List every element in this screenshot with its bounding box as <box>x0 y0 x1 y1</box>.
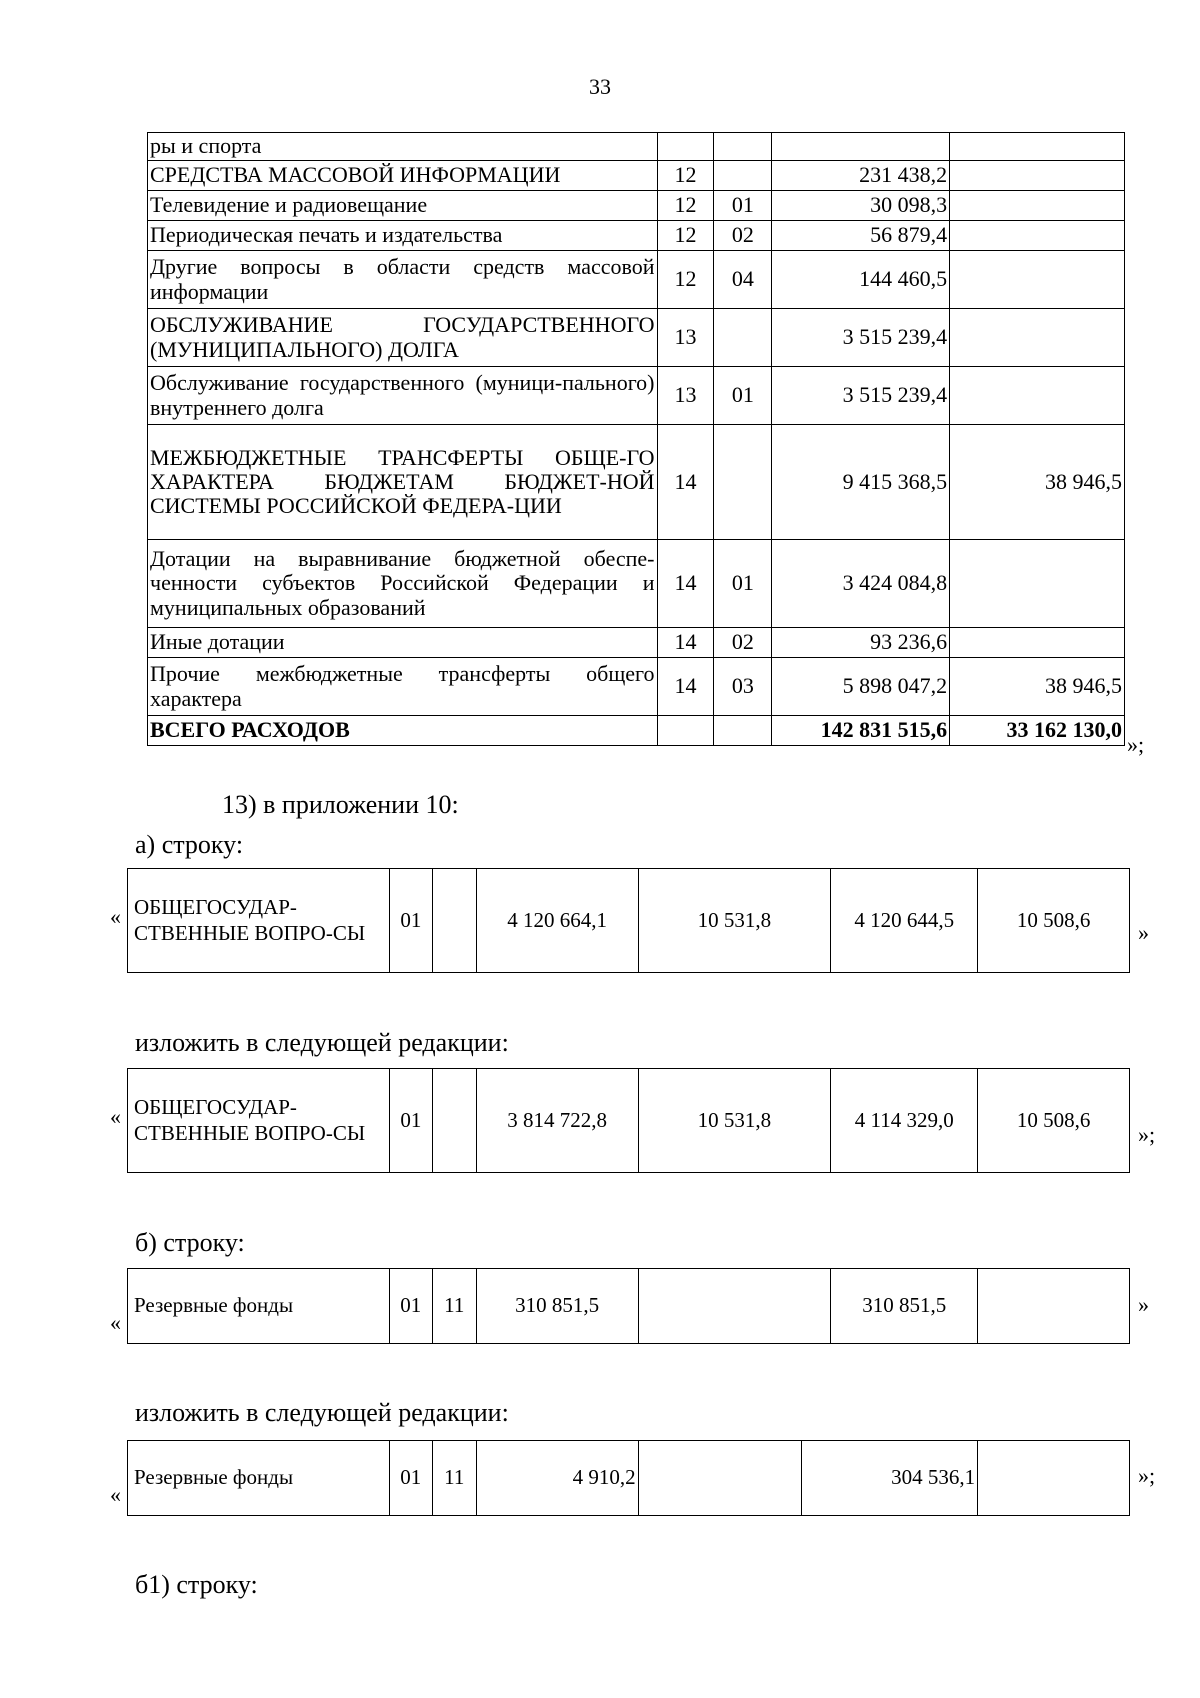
row-section-code: 12 <box>657 221 714 251</box>
row-section-code: 12 <box>657 161 714 191</box>
row-value-1: 4 910,2 <box>476 1441 638 1516</box>
row-section-code: 14 <box>657 425 714 540</box>
row-name: ОБЩЕГОСУДАР-СТВЕННЫЕ ВОПРО-СЫ <box>128 869 390 973</box>
row-amount-extra: 38 946,5 <box>950 658 1125 716</box>
row-section-code: 12 <box>657 251 714 309</box>
row-subsection-code <box>714 161 772 191</box>
row-amount-extra <box>950 221 1125 251</box>
row-name: Прочие межбюджетные трансферты общего характера <box>148 658 658 716</box>
row-section-code: 13 <box>657 309 714 367</box>
open-quote: « <box>110 904 121 929</box>
table-row <box>148 425 1125 540</box>
row-section-code: 12 <box>657 191 714 221</box>
row-pr: 11 <box>432 1441 476 1516</box>
table-row <box>148 309 1125 367</box>
row-a-new-table <box>127 1068 1130 1173</box>
row-rz: 01 <box>389 869 432 973</box>
close-quote-semicolon: »; <box>1138 1122 1156 1147</box>
row-rz: 01 <box>389 1269 432 1344</box>
row-name: Резервные фонды <box>128 1269 390 1344</box>
replace-text-2: изложить в следующей редакции: <box>135 1398 509 1427</box>
row-a-old-table <box>127 868 1130 973</box>
row-amount-extra <box>950 251 1125 309</box>
row-subsection-code <box>714 425 772 540</box>
row-amount-extra <box>950 133 1125 161</box>
row-pr <box>432 1069 476 1173</box>
row-subsection-code: 03 <box>714 658 772 716</box>
row-name: ОБСЛУЖИВАНИЕ ГОСУДАРСТВЕННОГО (МУНИЦИПАЛЬНОГО) ДОЛГА <box>148 309 658 367</box>
row-section-code: 14 <box>657 540 714 628</box>
row-value-4: 10 508,6 <box>978 869 1130 973</box>
row-subsection-code: 02 <box>714 628 772 658</box>
row-name: ры и спорта <box>148 133 658 161</box>
item-b1-label: б1) строку: <box>135 1570 258 1599</box>
table-row <box>148 191 1125 221</box>
row-name: Дотации на выравнивание бюджетной обеспе-ченности субъектов Российской Федерации и муниципальных образований <box>148 540 658 628</box>
row-value-3: 4 120 644,5 <box>831 869 978 973</box>
item-b-label: б) строку: <box>135 1228 245 1257</box>
row-subsection-code: 01 <box>714 367 772 425</box>
table-closing-mark: »; <box>1127 732 1145 757</box>
row-name: Резервные фонды <box>128 1441 390 1516</box>
row-value-2: 10 531,8 <box>638 869 831 973</box>
row-amount <box>772 133 950 161</box>
row-amount: 144 460,5 <box>772 251 950 309</box>
row-value-3: 304 536,1 <box>802 1441 978 1516</box>
row-amount: 30 098,3 <box>772 191 950 221</box>
table-row <box>148 716 1125 746</box>
row-amount-extra <box>950 628 1125 658</box>
close-quote: » <box>1138 1292 1149 1317</box>
table-row <box>148 251 1125 309</box>
replace-text-1: изложить в следующей редакции: <box>135 1028 509 1057</box>
row-name: СРЕДСТВА МАССОВОЙ ИНФОРМАЦИИ <box>148 161 658 191</box>
row-name: ОБЩЕГОСУДАР-СТВЕННЫЕ ВОПРО-СЫ <box>128 1069 390 1173</box>
row-amount: 142 831 515,6 <box>772 716 950 746</box>
row-amount: 3 515 239,4 <box>772 367 950 425</box>
row-pr: 11 <box>432 1269 476 1344</box>
row-value-3: 310 851,5 <box>831 1269 978 1344</box>
row-subsection-code: 01 <box>714 540 772 628</box>
row-amount-extra <box>950 540 1125 628</box>
expenditure-table <box>147 132 1125 746</box>
row-value-2 <box>638 1441 802 1516</box>
row-b-new-table <box>127 1440 1130 1516</box>
row-name: ВСЕГО РАСХОДОВ <box>148 716 658 746</box>
table-row <box>148 133 1125 161</box>
row-amount-extra: 33 162 130,0 <box>950 716 1125 746</box>
row-name: МЕЖБЮДЖЕТНЫЕ ТРАНСФЕРТЫ ОБЩЕ-ГО ХАРАКТЕРА БЮДЖЕТАМ БЮДЖЕТ-НОЙ СИСТЕМЫ РОССИЙСКОЙ ФЕДЕРА-ЦИИ <box>148 425 658 540</box>
row-value-4 <box>978 1441 1130 1516</box>
row-b-old-table <box>127 1268 1130 1344</box>
row-value-1: 3 814 722,8 <box>476 1069 638 1173</box>
table-row <box>148 540 1125 628</box>
row-amount: 3 424 084,8 <box>772 540 950 628</box>
row-subsection-code: 04 <box>714 251 772 309</box>
row-subsection-code: 02 <box>714 221 772 251</box>
row-section-code: 14 <box>657 658 714 716</box>
row-name: Обслуживание государственного (муници-пального) внутреннего долга <box>148 367 658 425</box>
row-amount: 56 879,4 <box>772 221 950 251</box>
section-13-heading: 13) в приложении 10: <box>222 790 459 819</box>
open-quote: « <box>110 1482 121 1507</box>
table-row <box>148 658 1125 716</box>
row-subsection-code <box>714 133 772 161</box>
table-row <box>148 221 1125 251</box>
row-amount: 9 415 368,5 <box>772 425 950 540</box>
row-section-code <box>657 133 714 161</box>
row-value-3: 4 114 329,0 <box>831 1069 978 1173</box>
row-section-code: 13 <box>657 367 714 425</box>
row-amount: 5 898 047,2 <box>772 658 950 716</box>
row-value-2 <box>638 1269 831 1344</box>
table-row <box>148 628 1125 658</box>
row-name: Периодическая печать и издательства <box>148 221 658 251</box>
row-pr <box>432 869 476 973</box>
row-section-code <box>657 716 714 746</box>
close-quote: » <box>1138 920 1149 945</box>
row-amount: 231 438,2 <box>772 161 950 191</box>
row-value-1: 4 120 664,1 <box>476 869 638 973</box>
row-amount: 93 236,6 <box>772 628 950 658</box>
row-amount-extra: 38 946,5 <box>950 425 1125 540</box>
row-amount: 3 515 239,4 <box>772 309 950 367</box>
row-value-4: 10 508,6 <box>978 1069 1130 1173</box>
row-name: Телевидение и радиовещание <box>148 191 658 221</box>
row-name: Иные дотации <box>148 628 658 658</box>
row-name: Другие вопросы в области средств массовой информации <box>148 251 658 309</box>
item-a-label: а) строку: <box>135 830 244 859</box>
row-subsection-code <box>714 716 772 746</box>
table-row <box>148 161 1125 191</box>
row-subsection-code <box>714 309 772 367</box>
row-value-2: 10 531,8 <box>638 1069 831 1173</box>
row-rz: 01 <box>389 1441 432 1516</box>
row-rz: 01 <box>389 1069 432 1173</box>
row-section-code: 14 <box>657 628 714 658</box>
row-amount-extra <box>950 191 1125 221</box>
page-number: 33 <box>589 74 611 99</box>
table-row <box>148 367 1125 425</box>
close-quote-semicolon: »; <box>1138 1463 1156 1488</box>
open-quote: « <box>110 1104 121 1129</box>
row-value-4 <box>978 1269 1130 1344</box>
row-value-1: 310 851,5 <box>476 1269 638 1344</box>
row-amount-extra <box>950 367 1125 425</box>
row-subsection-code: 01 <box>714 191 772 221</box>
row-amount-extra <box>950 161 1125 191</box>
row-amount-extra <box>950 309 1125 367</box>
open-quote: « <box>110 1310 121 1335</box>
